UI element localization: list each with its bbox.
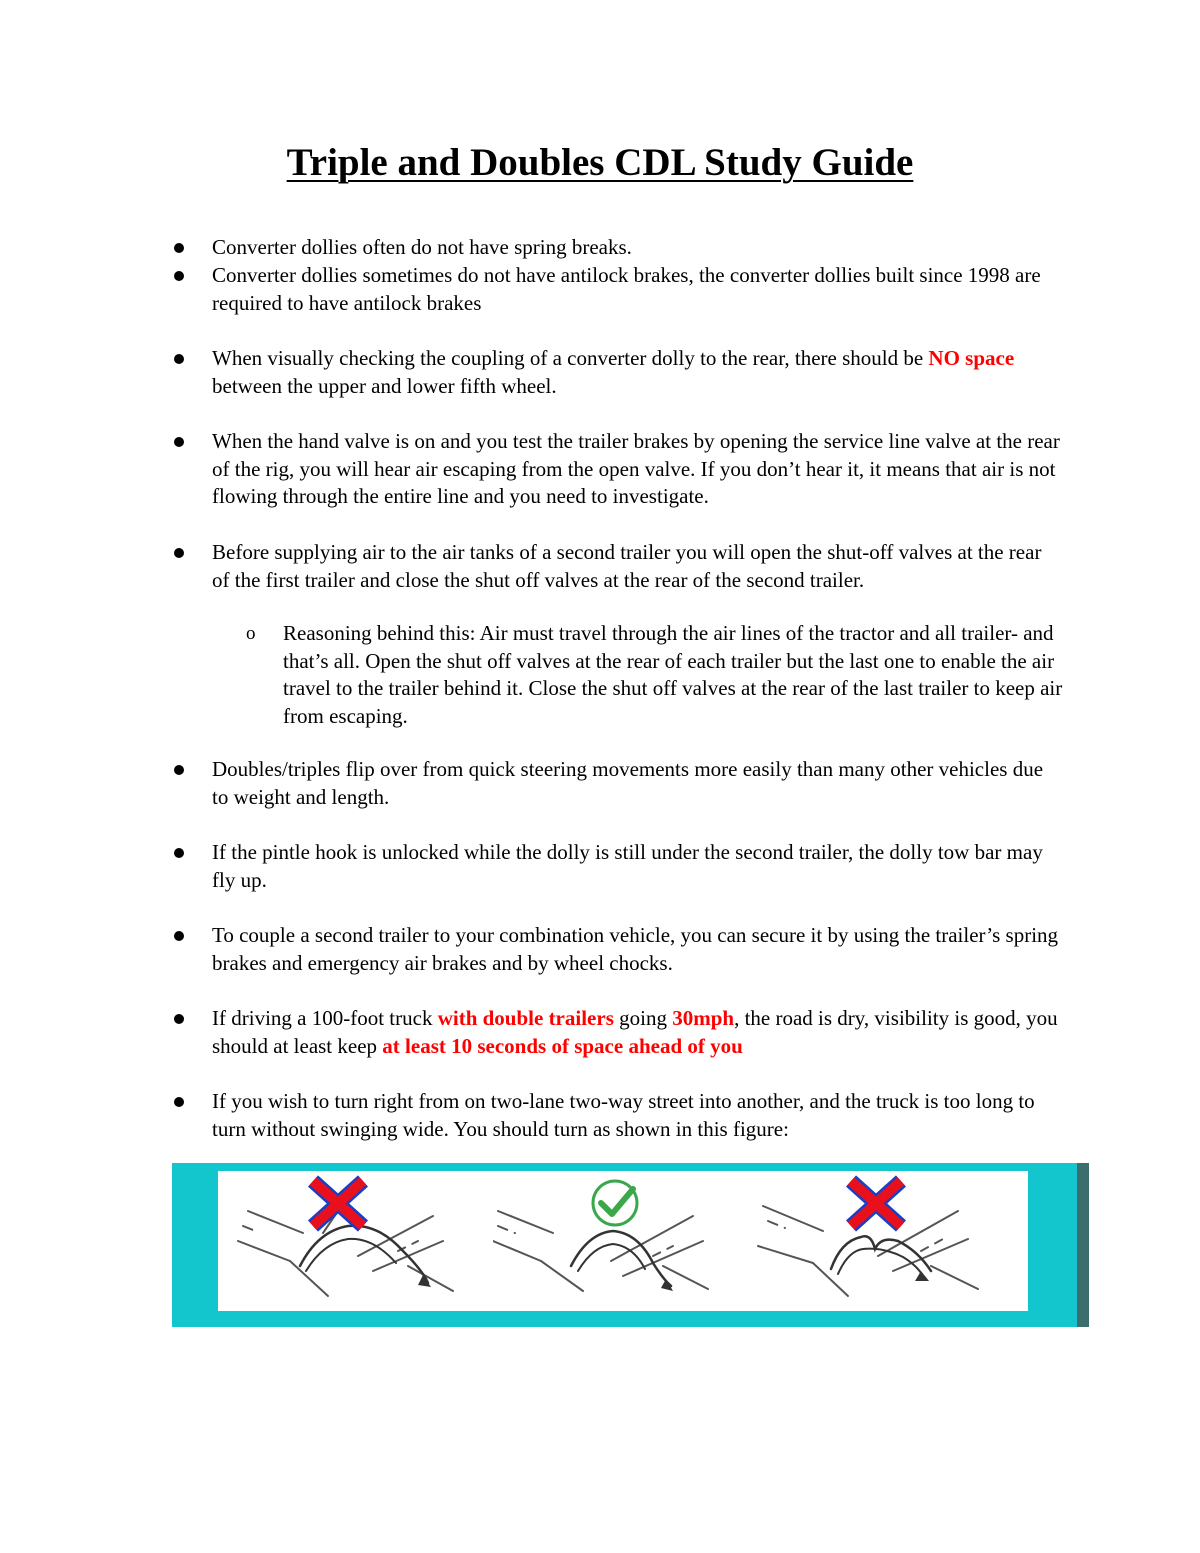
list-item: Before supplying air to the air tanks of a second trailer you will open the shut-off valves at the rear of the first trailer and close the shut off valves at the rear of the second trailer. [212, 540, 1042, 592]
list-item: When the hand valve is on and you test the trailer brakes by opening the service line valve at the rear of the rig, you will hear air escaping from the open valve. If you don’t hear it, it means that air is not flowing through the entire line and you need to investigate. [212, 429, 1060, 508]
bullet-icon [174, 931, 184, 941]
item-text: If driving a 100-foot truck [212, 1006, 438, 1030]
bullet-icon [174, 354, 184, 364]
intersection-diagram-wrong-1 [228, 1171, 478, 1311]
x-mark-icon [313, 1181, 363, 1226]
page-title: Triple and Doubles CDL Study Guide [286, 141, 914, 184]
x-mark-icon [851, 1181, 901, 1226]
item-text: going [613, 1006, 673, 1030]
list-item [212, 345, 1062, 400]
sub-bullet-marker: o [246, 623, 256, 644]
checkmark-icon [593, 1181, 637, 1225]
intersection-diagram-wrong-2 [753, 1171, 1003, 1311]
bullet-icon [174, 271, 184, 281]
figure-frame-bar [1077, 1163, 1089, 1327]
bullet-icon [174, 848, 184, 858]
bullet-icon [174, 548, 184, 558]
figure-panel [218, 1171, 1028, 1311]
bullet-icon [174, 1097, 184, 1107]
list-item: If the pintle hook is unlocked while the dolly is still under the second trailer, the dolly tow bar may fly up. [212, 840, 1043, 892]
list-item [212, 1005, 1062, 1060]
list-item: If you wish to turn right from on two-lane two-way street into another, and the truck is too long to turn without swinging wide. You should turn as shown in this figure: [212, 1089, 1035, 1141]
highlight-text: at least 10 seconds of space ahead of you [382, 1033, 743, 1058]
list-item: Converter dollies often do not have spring breaks. [212, 235, 632, 259]
highlight-text: 30mph [672, 1006, 735, 1030]
list-item: Doubles/triples flip over from quick steering movements more easily than many other vehicles due to weight and length. [212, 757, 1044, 809]
item-text: , the road is dry, visibility is good, you should at least keep [212, 1006, 1058, 1058]
bullet-icon [174, 437, 184, 447]
list-item: Converter dollies sometimes do not have antilock brakes, the converter dollies built since 1998 are required to have antilock brakes [212, 263, 1041, 315]
item-text: When visually checking the coupling of a converter dolly to the rear, there should be [212, 346, 929, 370]
bullet-icon [174, 243, 184, 253]
highlight-text: with double trailers [437, 1006, 614, 1030]
bullet-icon [174, 1014, 184, 1024]
turn-figure [172, 1163, 1089, 1327]
item-text: between the upper and lower fifth wheel. [212, 373, 557, 398]
list-item: To couple a second trailer to your combination vehicle, you can secure it by using the trailer’s spring brakes and emergency air brakes and by wheel chocks. [212, 923, 1059, 975]
intersection-diagram-correct [493, 1171, 743, 1311]
highlight-text: NO space [928, 346, 1015, 370]
bullet-icon [174, 765, 184, 775]
sub-list-item: Reasoning behind this: Air must travel through the air lines of the tractor and all trailer- and that’s all. Open the shut off valves at the rear of each trailer but the last one to enable the air travel to the trailer behind it. Close the shut off valves at the rear of the last trailer to keep air from escaping. [283, 621, 1063, 728]
